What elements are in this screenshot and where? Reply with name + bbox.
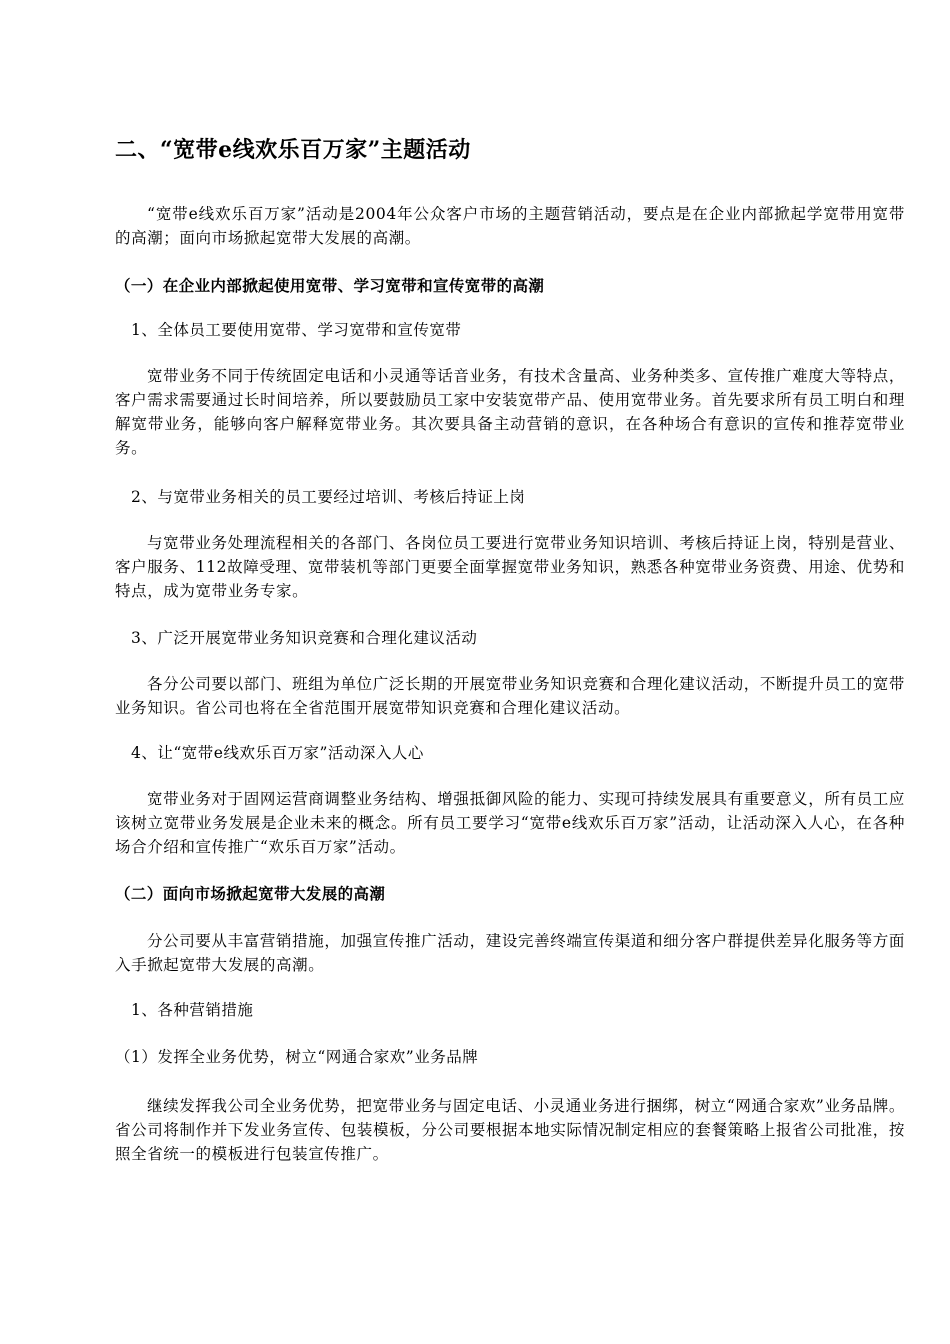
- item-3-heading: 3、广泛开展宽带业务知识竞赛和合理化建议活动: [131, 629, 478, 647]
- document-title: 二、“宽带e线欢乐百万家”主题活动: [115, 137, 471, 163]
- item-1-body: 宽带业务不同于传统固定电话和小灵通等话音业务，有技术含量高、业务种类多、宣传推广难度大等特点，客户需求需要通过长时间培养，所以要鼓励员工家中安装宽带产品、使用宽带业务。首先要求所有员工明白和理解宽带业务，能够向客户解释宽带业务。其次要具备主动营销的意识，在各种场合有意识的宣传和推荐宽带业务。: [115, 367, 905, 457]
- item-4-heading: 4、让“宽带e线欢乐百万家”活动深入人心: [131, 744, 424, 762]
- item-1-heading: 1、全体员工要使用宽带、学习宽带和宣传宽带: [131, 321, 462, 339]
- section-2-intro: 分公司要从丰富营销措施，加强宣传推广活动，建设完善终端宣传渠道和细分客户群提供差异化服务等方面入手掀起宽带大发展的高潮。: [115, 932, 905, 974]
- item-2-body: 与宽带业务处理流程相关的各部门、各岗位员工要进行宽带业务知识培训、考核后持证上岗，特别是营业、客户服务、112故障受理、宽带装机等部门更要全面掌握宽带业务知识，熟悉各种宽带业务资费、用途、优势和特点，成为宽带业务专家。: [115, 534, 905, 600]
- item-3-body: 各分公司要以部门、班组为单位广泛长期的开展宽带业务知识竞赛和合理化建议活动，不断提升员工的宽带业务知识。省公司也将在全省范围开展宽带知识竞赛和合理化建议活动。: [115, 675, 905, 717]
- item-4-body: 宽带业务对于固网运营商调整业务结构、增强抵御风险的能力、实现可持续发展具有重要意义，所有员工应该树立宽带业务发展是企业未来的概念。所有员工要学习“宽带e线欢乐百万家”活动，让活动深入人心，在各种场合介绍和宣传推广“欢乐百万家”活动。: [115, 790, 905, 856]
- intro-paragraph: “宽带e线欢乐百万家”活动是2004年公众客户市场的主题营销活动，要点是在企业内部掀起学宽带用宽带的高潮；面向市场掀起宽带大发展的高潮。: [115, 205, 905, 247]
- section-2-item-1-heading: 1、各种营销措施: [131, 1001, 254, 1019]
- sub-item-1-heading: （1）发挥全业务优势，树立“网通合家欢”业务品牌: [115, 1048, 479, 1066]
- section-1-heading: （一）在企业内部掀起使用宽带、学习宽带和宣传宽带的高潮: [115, 276, 545, 295]
- item-2-heading: 2、与宽带业务相关的员工要经过培训、考核后持证上岗: [131, 488, 526, 506]
- sub-item-1-body: 继续发挥我公司全业务优势，把宽带业务与固定电话、小灵通业务进行捆绑，树立“网通合家欢”业务品牌。省公司将制作并下发业务宣传、包装模板，分公司要根据本地实际情况制定相应的套餐策略上报省公司批准，按照全省统一的模板进行包装宣传推广。: [115, 1097, 905, 1163]
- section-2-heading: （二）面向市场掀起宽带大发展的高潮: [115, 884, 386, 903]
